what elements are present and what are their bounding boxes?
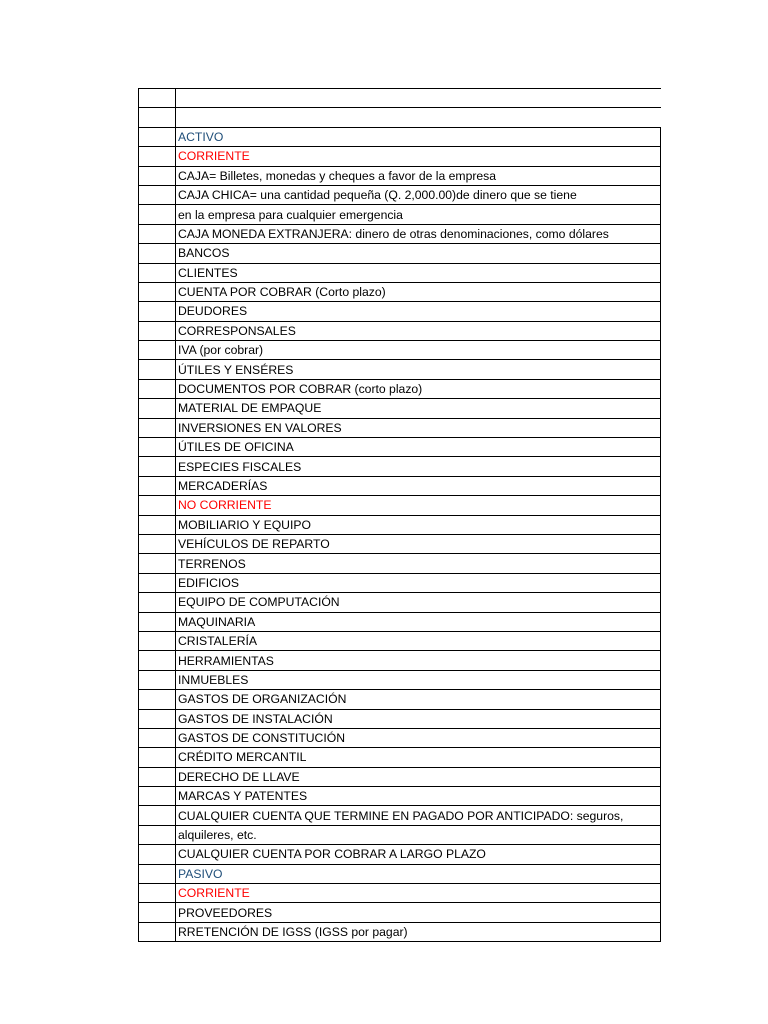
- row-index-cell[interactable]: [139, 690, 176, 709]
- row-index-cell[interactable]: [139, 728, 176, 747]
- account-cell[interactable]: en la empresa para cualquier emergencia: [176, 205, 661, 224]
- table-row: [139, 651, 661, 670]
- table-row: [139, 845, 661, 864]
- row-index-cell[interactable]: [139, 748, 176, 767]
- account-cell[interactable]: CAJA CHICA= una cantidad pequeña (Q. 2,000.00)de dinero que se tiene: [176, 185, 661, 204]
- table-row: [139, 89, 661, 108]
- account-cell[interactable]: CORRESPONSALES: [176, 321, 661, 340]
- account-cell[interactable]: VEHÍCULOS DE REPARTO: [176, 534, 661, 553]
- row-index-cell[interactable]: [139, 341, 176, 360]
- account-cell[interactable]: CUENTA POR COBRAR (Corto plazo): [176, 282, 661, 301]
- table-row: [139, 534, 661, 553]
- row-index-cell[interactable]: [139, 903, 176, 922]
- table-row: [139, 263, 661, 282]
- account-cell[interactable]: IVA (por cobrar): [176, 341, 661, 360]
- table-row: [139, 147, 661, 166]
- spreadsheet-table: [138, 88, 661, 942]
- table-row: [139, 864, 661, 883]
- row-index-cell[interactable]: [139, 166, 176, 185]
- table-row: [139, 244, 661, 263]
- table-row: [139, 612, 661, 631]
- row-index-cell[interactable]: [139, 127, 176, 146]
- row-index-cell[interactable]: [139, 457, 176, 476]
- account-cell[interactable]: MATERIAL DE EMPAQUE: [176, 399, 661, 418]
- row-index-cell[interactable]: [139, 573, 176, 592]
- table-row: [139, 593, 661, 612]
- account-cell[interactable]: DEUDORES: [176, 302, 661, 321]
- table-row: [139, 379, 661, 398]
- row-index-cell[interactable]: [139, 709, 176, 728]
- table-row: [139, 360, 661, 379]
- row-index-cell[interactable]: [139, 554, 176, 573]
- account-cell[interactable]: INMUEBLES: [176, 670, 661, 689]
- table-row: [139, 690, 661, 709]
- row-index-cell[interactable]: [139, 922, 176, 941]
- row-index-cell[interactable]: [139, 185, 176, 204]
- row-index-cell[interactable]: [139, 884, 176, 903]
- table-row: [139, 748, 661, 767]
- table-row: [139, 224, 661, 243]
- table-row: [139, 631, 661, 650]
- table-row: [139, 438, 661, 457]
- account-cell[interactable]: ESPECIES FISCALES: [176, 457, 661, 476]
- row-index-cell[interactable]: [139, 321, 176, 340]
- table-row: [139, 573, 661, 592]
- row-index-cell[interactable]: [139, 845, 176, 864]
- account-cell[interactable]: CUALQUIER CUENTA POR COBRAR A LARGO PLAZO: [176, 845, 661, 864]
- row-index-cell[interactable]: [139, 108, 176, 127]
- table-row: [139, 127, 661, 146]
- row-index-cell[interactable]: [139, 864, 176, 883]
- table-row: [139, 787, 661, 806]
- section-heading-cell[interactable]: PASIVO: [176, 864, 661, 883]
- account-cell[interactable]: CAJA MONEDA EXTRANJERA: dinero de otras denominaciones, como dólares: [176, 224, 661, 243]
- subsection-heading-cell[interactable]: CORRIENTE: [176, 147, 661, 166]
- account-cell[interactable]: TERRENOS: [176, 554, 661, 573]
- account-cell[interactable]: BANCOS: [176, 244, 661, 263]
- table-row: [139, 496, 661, 515]
- row-index-cell[interactable]: [139, 631, 176, 650]
- row-index-cell[interactable]: [139, 787, 176, 806]
- table-row: [139, 825, 661, 844]
- row-index-cell[interactable]: [139, 651, 176, 670]
- row-index-cell[interactable]: [139, 476, 176, 495]
- row-index-cell[interactable]: [139, 399, 176, 418]
- account-cell[interactable]: ÚTILES DE OFICINA: [176, 438, 661, 457]
- row-index-cell[interactable]: [139, 438, 176, 457]
- table-row: [139, 806, 661, 825]
- row-index-cell[interactable]: [139, 496, 176, 515]
- row-index-cell[interactable]: [139, 147, 176, 166]
- row-index-cell[interactable]: [139, 612, 176, 631]
- spreadsheet-body: [139, 89, 661, 942]
- table-row: [139, 515, 661, 534]
- account-cell[interactable]: CRÉDITO MERCANTIL: [176, 748, 661, 767]
- row-index-cell[interactable]: [139, 418, 176, 437]
- row-index-cell[interactable]: [139, 89, 176, 108]
- row-index-cell[interactable]: [139, 806, 176, 825]
- account-cell[interactable]: HERRAMIENTAS: [176, 651, 661, 670]
- account-cell[interactable]: EDIFICIOS: [176, 573, 661, 592]
- row-index-cell[interactable]: [139, 534, 176, 553]
- row-index-cell[interactable]: [139, 767, 176, 786]
- table-row: [139, 554, 661, 573]
- table-row: [139, 399, 661, 418]
- table-row: [139, 884, 661, 903]
- account-cell[interactable]: [176, 108, 661, 127]
- subsection-heading-cell[interactable]: NO CORRIENTE: [176, 496, 661, 515]
- account-cell[interactable]: RRETENCIÓN DE IGSS (IGSS por pagar): [176, 922, 661, 941]
- account-cell[interactable]: [176, 89, 661, 108]
- row-index-cell[interactable]: [139, 360, 176, 379]
- table-row: [139, 205, 661, 224]
- table-row: [139, 282, 661, 301]
- account-cell[interactable]: GASTOS DE INSTALACIÓN: [176, 709, 661, 728]
- row-index-cell[interactable]: [139, 379, 176, 398]
- table-row: [139, 922, 661, 941]
- row-index-cell[interactable]: [139, 224, 176, 243]
- row-index-cell[interactable]: [139, 593, 176, 612]
- account-cell[interactable]: PROVEEDORES: [176, 903, 661, 922]
- row-index-cell[interactable]: [139, 302, 176, 321]
- account-cell[interactable]: alquileres, etc.: [176, 825, 661, 844]
- account-cell[interactable]: GASTOS DE CONSTITUCIÓN: [176, 728, 661, 747]
- row-index-cell[interactable]: [139, 263, 176, 282]
- table-row: [139, 341, 661, 360]
- row-index-cell[interactable]: [139, 244, 176, 263]
- table-row: [139, 728, 661, 747]
- account-cell[interactable]: DOCUMENTOS POR COBRAR (corto plazo): [176, 379, 661, 398]
- row-index-cell[interactable]: [139, 670, 176, 689]
- table-row: [139, 302, 661, 321]
- account-cell[interactable]: ÚTILES Y ENSÉRES: [176, 360, 661, 379]
- account-cell[interactable]: MARCAS Y PATENTES: [176, 787, 661, 806]
- account-cell[interactable]: INVERSIONES EN VALORES: [176, 418, 661, 437]
- account-cell[interactable]: DERECHO DE LLAVE: [176, 767, 661, 786]
- account-cell[interactable]: CLIENTES: [176, 263, 661, 282]
- account-cell[interactable]: EQUIPO DE COMPUTACIÓN: [176, 593, 661, 612]
- row-index-cell[interactable]: [139, 282, 176, 301]
- account-cell[interactable]: MERCADERÍAS: [176, 476, 661, 495]
- table-row: [139, 476, 661, 495]
- table-row: [139, 166, 661, 185]
- account-cell[interactable]: CRISTALERÍA: [176, 631, 661, 650]
- section-heading-cell[interactable]: ACTIVO: [176, 127, 661, 146]
- subsection-heading-cell[interactable]: CORRIENTE: [176, 884, 661, 903]
- table-row: [139, 185, 661, 204]
- account-cell[interactable]: MOBILIARIO Y EQUIPO: [176, 515, 661, 534]
- table-row: [139, 108, 661, 127]
- row-index-cell[interactable]: [139, 205, 176, 224]
- account-cell[interactable]: MAQUINARIA: [176, 612, 661, 631]
- table-row: [139, 903, 661, 922]
- table-row: [139, 670, 661, 689]
- account-cell[interactable]: CUALQUIER CUENTA QUE TERMINE EN PAGADO POR ANTICIPADO: seguros,: [176, 806, 661, 825]
- table-row: [139, 321, 661, 340]
- table-row: [139, 457, 661, 476]
- account-cell[interactable]: GASTOS DE ORGANIZACIÓN: [176, 690, 661, 709]
- table-row: [139, 709, 661, 728]
- row-index-cell[interactable]: [139, 515, 176, 534]
- table-row: [139, 418, 661, 437]
- table-row: [139, 767, 661, 786]
- account-cell[interactable]: CAJA= Billetes, monedas y cheques a favor de la empresa: [176, 166, 661, 185]
- row-index-cell[interactable]: [139, 825, 176, 844]
